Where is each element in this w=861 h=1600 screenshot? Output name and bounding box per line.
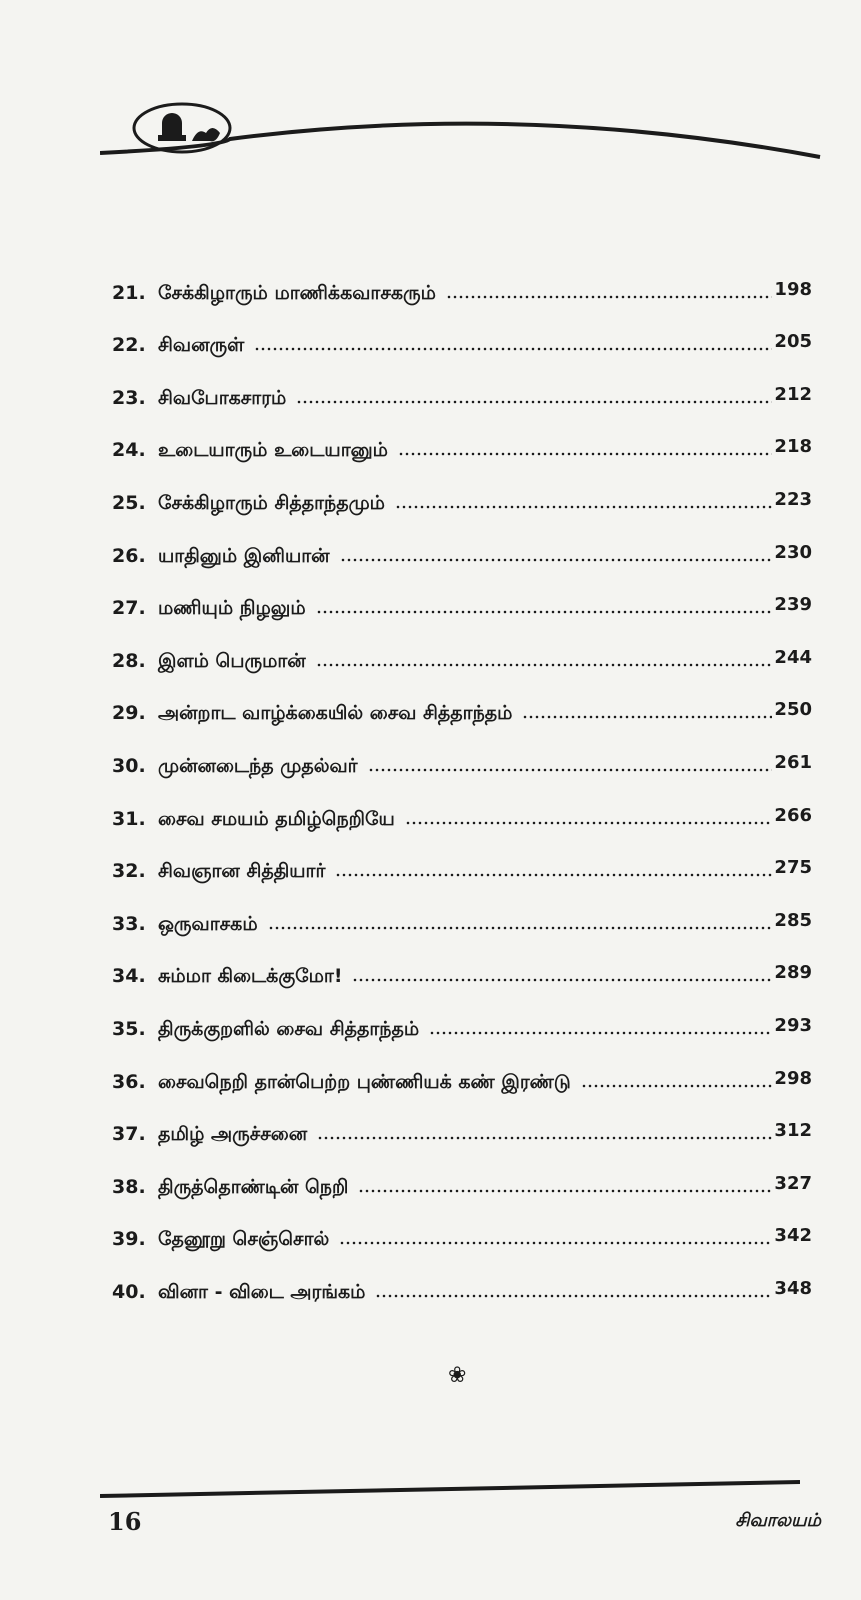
- toc-entry: [112, 1197, 812, 1250]
- entry-page: 312: [774, 1120, 812, 1142]
- dot-leader: [368, 768, 773, 772]
- dot-leader: [268, 926, 773, 930]
- dot-leader: [340, 558, 773, 562]
- entry-page: 348: [774, 1277, 812, 1299]
- toc-entry: [112, 303, 812, 356]
- dot-leader: [522, 715, 772, 719]
- entry-number: 24.: [112, 439, 146, 462]
- entry-title: சும்மா கிடைக்குமோ!: [158, 965, 343, 988]
- toc-entry: [112, 934, 812, 987]
- toc-entry: [112, 776, 812, 829]
- dot-leader: [429, 1031, 772, 1035]
- entry-page: 293: [774, 1014, 812, 1036]
- dot-leader: [352, 978, 772, 982]
- entry-page: 298: [774, 1067, 812, 1089]
- entry-number: 22.: [112, 334, 146, 357]
- entry-number: 31.: [112, 807, 146, 830]
- entry-page: 212: [774, 383, 812, 405]
- entry-title: அன்றாட வாழ்க்கையில் சைவ சித்தாந்தம்: [158, 702, 513, 725]
- entry-number: 28.: [112, 649, 146, 672]
- entry-page: 205: [774, 331, 812, 353]
- entry-title: திருத்தொண்டின் நெறி: [158, 1175, 349, 1198]
- entry-page: 218: [774, 436, 812, 458]
- toc-entry: [112, 671, 812, 724]
- toc-entry: [112, 618, 812, 671]
- entry-page: 223: [774, 488, 812, 510]
- entry-number: 36.: [112, 1070, 146, 1093]
- entry-page: 327: [774, 1172, 812, 1194]
- dot-leader: [398, 452, 772, 456]
- toc-entry: [112, 355, 812, 408]
- entry-title: தமிழ் அருச்சனை: [158, 1123, 308, 1146]
- dot-leader: [296, 400, 772, 404]
- dot-leader: [581, 1084, 773, 1088]
- dot-leader: [375, 1294, 772, 1298]
- entry-number: 38.: [112, 1175, 146, 1198]
- dot-leader: [316, 610, 773, 614]
- entry-number: 23.: [112, 386, 146, 409]
- entry-number: 40.: [112, 1280, 146, 1303]
- table-of-contents: [112, 250, 812, 1302]
- entry-number: 21.: [112, 281, 146, 304]
- entry-title: உடையாரும் உடையானும்: [158, 439, 388, 462]
- toc-entry: [112, 1249, 812, 1302]
- toc-entry: [112, 829, 812, 882]
- entry-page: 342: [774, 1225, 812, 1247]
- toc-entry: [112, 566, 812, 619]
- dot-leader: [254, 347, 772, 351]
- footer-swoosh-line: [100, 1480, 800, 1500]
- entry-title: சிவபோகசாரம்: [158, 386, 287, 409]
- toc-entry: [112, 460, 812, 513]
- entry-number: 27.: [112, 597, 146, 620]
- page-number: 16: [108, 1507, 142, 1536]
- toc-entry: [112, 250, 812, 303]
- entry-title: வினா - விடை அரங்கம்: [158, 1280, 366, 1303]
- entry-page: 239: [774, 594, 812, 616]
- dot-leader: [316, 663, 773, 667]
- entry-page: 261: [774, 751, 812, 773]
- toc-entry: [112, 1144, 812, 1197]
- entry-title: சிவஞான சித்தியார்: [158, 860, 326, 883]
- entry-page: 244: [774, 646, 812, 668]
- entry-title: சைவ சமயம் தமிழ்நெறியே: [158, 807, 395, 830]
- entry-title: ஒருவாசகம்: [158, 912, 258, 935]
- dot-leader: [446, 295, 773, 299]
- entry-number: 33.: [112, 912, 146, 935]
- running-head: சிவாலயம்: [735, 1510, 821, 1531]
- entry-number: 34.: [112, 965, 146, 988]
- entry-page: 275: [774, 857, 812, 879]
- dot-leader: [405, 821, 773, 825]
- dot-leader: [358, 1189, 772, 1193]
- entry-title: சிவனருள்: [158, 334, 245, 357]
- entry-title: முன்னடைந்த முதல்வர்: [158, 754, 358, 777]
- entry-page: 285: [774, 909, 812, 931]
- entry-title: சேக்கிழாரும் சித்தாந்தமும்: [158, 491, 385, 514]
- toc-entry: [112, 881, 812, 934]
- toc-entry: [112, 1092, 812, 1145]
- entry-title: யாதினும் இனியான்: [158, 544, 330, 567]
- entry-title: சேக்கிழாரும் மாணிக்கவாசகரும்: [158, 281, 436, 304]
- toc-entry: [112, 408, 812, 461]
- toc-entry: [112, 513, 812, 566]
- dot-leader: [395, 505, 772, 509]
- header-emblem-swoosh: [100, 95, 840, 175]
- entry-page: 289: [774, 962, 812, 984]
- entry-number: 35.: [112, 1017, 146, 1040]
- dot-leader: [339, 1241, 772, 1245]
- entry-title: திருக்குறளில் சைவ சித்தாந்தம்: [158, 1017, 420, 1040]
- toc-entry: [112, 723, 812, 776]
- entry-page: 250: [774, 699, 812, 721]
- entry-number: 37.: [112, 1123, 146, 1146]
- entry-title: சைவநெறி தான்பெற்ற புண்ணியக் கண் இரண்டு: [158, 1070, 571, 1093]
- entry-number: 30.: [112, 754, 146, 777]
- toc-entry: [112, 986, 812, 1039]
- entry-title: மணியும் நிழலும்: [158, 597, 306, 620]
- entry-title: தேனூறு செஞ்சொல்: [158, 1228, 330, 1251]
- entry-number: 29.: [112, 702, 146, 725]
- toc-entry: [112, 1039, 812, 1092]
- entry-number: 39.: [112, 1228, 146, 1251]
- entry-number: 32.: [112, 860, 146, 883]
- entry-page: 266: [774, 804, 812, 826]
- dot-leader: [335, 873, 772, 877]
- entry-number: 26.: [112, 544, 146, 567]
- entry-title: இளம் பெருமான்: [158, 649, 306, 672]
- entry-page: 198: [774, 278, 812, 300]
- dot-leader: [317, 1136, 772, 1140]
- entry-number: 25.: [112, 491, 146, 514]
- entry-page: 230: [774, 541, 812, 563]
- flower-ornament-icon: ❀: [448, 1363, 467, 1388]
